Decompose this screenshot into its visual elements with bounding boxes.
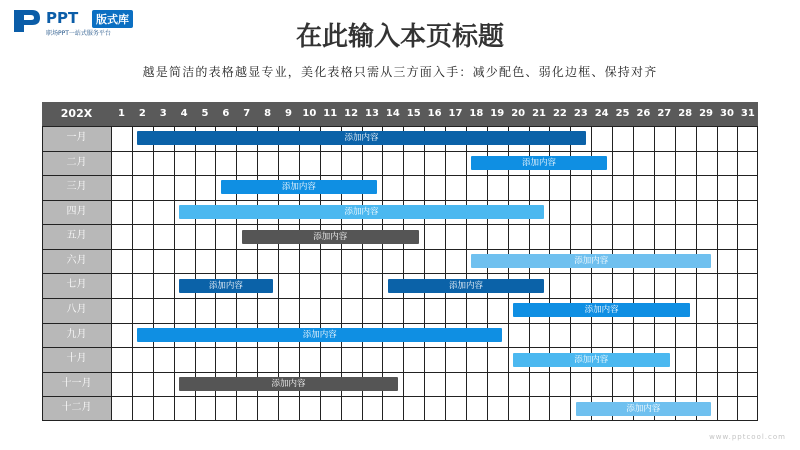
grid-vline [549,126,550,421]
month-label: 十二月 [61,402,92,414]
grid-vline [487,126,488,421]
grid-vline [633,126,634,421]
grid-hline [42,323,758,324]
grid-vline [466,126,467,421]
day-header-30: 30 [719,108,734,119]
day-header-21: 21 [532,108,546,119]
task-bar[interactable]: 添加内容 [242,230,419,244]
grid-hline [42,372,758,373]
day-header-18: 18 [469,108,484,119]
task-bar[interactable]: 添加内容 [471,254,711,268]
grid-vline [591,126,592,421]
grid-vline [403,126,404,421]
day-header-19: 19 [490,108,505,119]
grid-hline [42,151,758,152]
task-bar[interactable]: 添加内容 [137,131,586,145]
day-header-9: 9 [284,108,292,119]
day-header-5: 5 [201,108,209,119]
grid-vline [508,126,509,421]
month-label: 十月 [66,353,87,365]
day-header-17: 17 [448,108,463,119]
grid-hline [42,298,758,299]
day-header-26: 26 [636,108,651,119]
day-header-28: 28 [678,108,693,119]
logo-slogan: 职场PPT一站式服务平台 [46,30,111,37]
day-header-22: 22 [552,108,567,119]
grid-vline [529,126,530,421]
month-label: 八月 [66,304,87,316]
task-bar[interactable]: 添加内容 [179,279,273,293]
month-label: 九月 [66,328,87,340]
grid-vline [445,126,446,421]
grid-vline [42,126,43,421]
day-header-23: 23 [573,108,588,119]
day-header-20: 20 [511,108,526,119]
grid-hline [42,273,758,274]
grid-vline [675,126,676,421]
day-header-24: 24 [594,108,609,119]
day-header-8: 8 [264,108,272,119]
day-header-31: 31 [740,108,755,119]
grid-hline [42,420,758,421]
task-bar[interactable]: 添加内容 [179,377,398,391]
day-header-14: 14 [385,108,400,119]
grid-vline [717,126,718,421]
logo-badge: 版式库 [92,10,133,28]
grid-vline [570,126,571,421]
task-bar[interactable]: 添加内容 [471,156,607,170]
day-header-10: 10 [302,108,317,119]
grid-hline [42,224,758,225]
day-header-11: 11 [323,108,338,119]
grid-hline [42,347,758,348]
day-header-4: 4 [180,108,188,119]
task-bar[interactable]: 添加内容 [513,353,670,367]
task-bar[interactable]: 添加内容 [137,328,502,342]
day-header-27: 27 [657,108,672,119]
day-header-7: 7 [243,108,251,119]
day-header-6: 6 [222,108,230,119]
grid-vline [111,126,112,421]
task-bar[interactable]: 添加内容 [179,205,544,219]
day-header-15: 15 [406,108,421,119]
day-header-3: 3 [159,108,167,119]
task-bar[interactable]: 添加内容 [576,402,712,416]
grid-hline [42,126,758,127]
gantt-table [42,102,758,421]
grid-vline [696,126,697,421]
grid-hline [42,175,758,176]
grid-vline [424,126,425,421]
day-header-25: 25 [615,108,630,119]
watermark: www.pptcool.com [709,433,786,441]
day-header-1: 1 [117,108,125,119]
logo-brand: PPT [46,9,79,27]
grid-vline [153,126,154,421]
grid-vline [132,126,133,421]
month-label: 三月 [66,181,87,193]
page-subtitle: 越是简洁的表格越显专业，美化表格只需从三方面入手：减少配色、弱化边框、保持对齐 [142,65,658,79]
day-header-29: 29 [699,108,714,119]
task-bar[interactable]: 添加内容 [221,180,378,194]
day-header-2: 2 [138,108,146,119]
day-header-12: 12 [344,108,359,119]
task-bar[interactable]: 添加内容 [513,303,690,317]
month-label: 四月 [66,205,87,217]
grid-hline [42,249,758,250]
task-bar[interactable]: 添加内容 [388,279,545,293]
month-label: 二月 [66,156,87,168]
grid-vline [612,126,613,421]
grid-vline [654,126,655,421]
month-label: 一月 [66,132,87,143]
grid-vline [174,126,175,421]
month-label: 五月 [66,230,87,242]
grid-vline [737,126,738,421]
grid-vline [757,126,758,421]
day-header-16: 16 [427,108,442,119]
year-header: 202X [60,107,93,120]
month-label: 六月 [66,254,87,266]
page-title: 在此输入本页标题 [295,22,504,52]
grid-hline [42,396,758,397]
grid-hline [42,200,758,201]
month-label: 十一月 [61,377,92,389]
month-label: 七月 [66,279,87,291]
day-header-13: 13 [365,108,379,119]
